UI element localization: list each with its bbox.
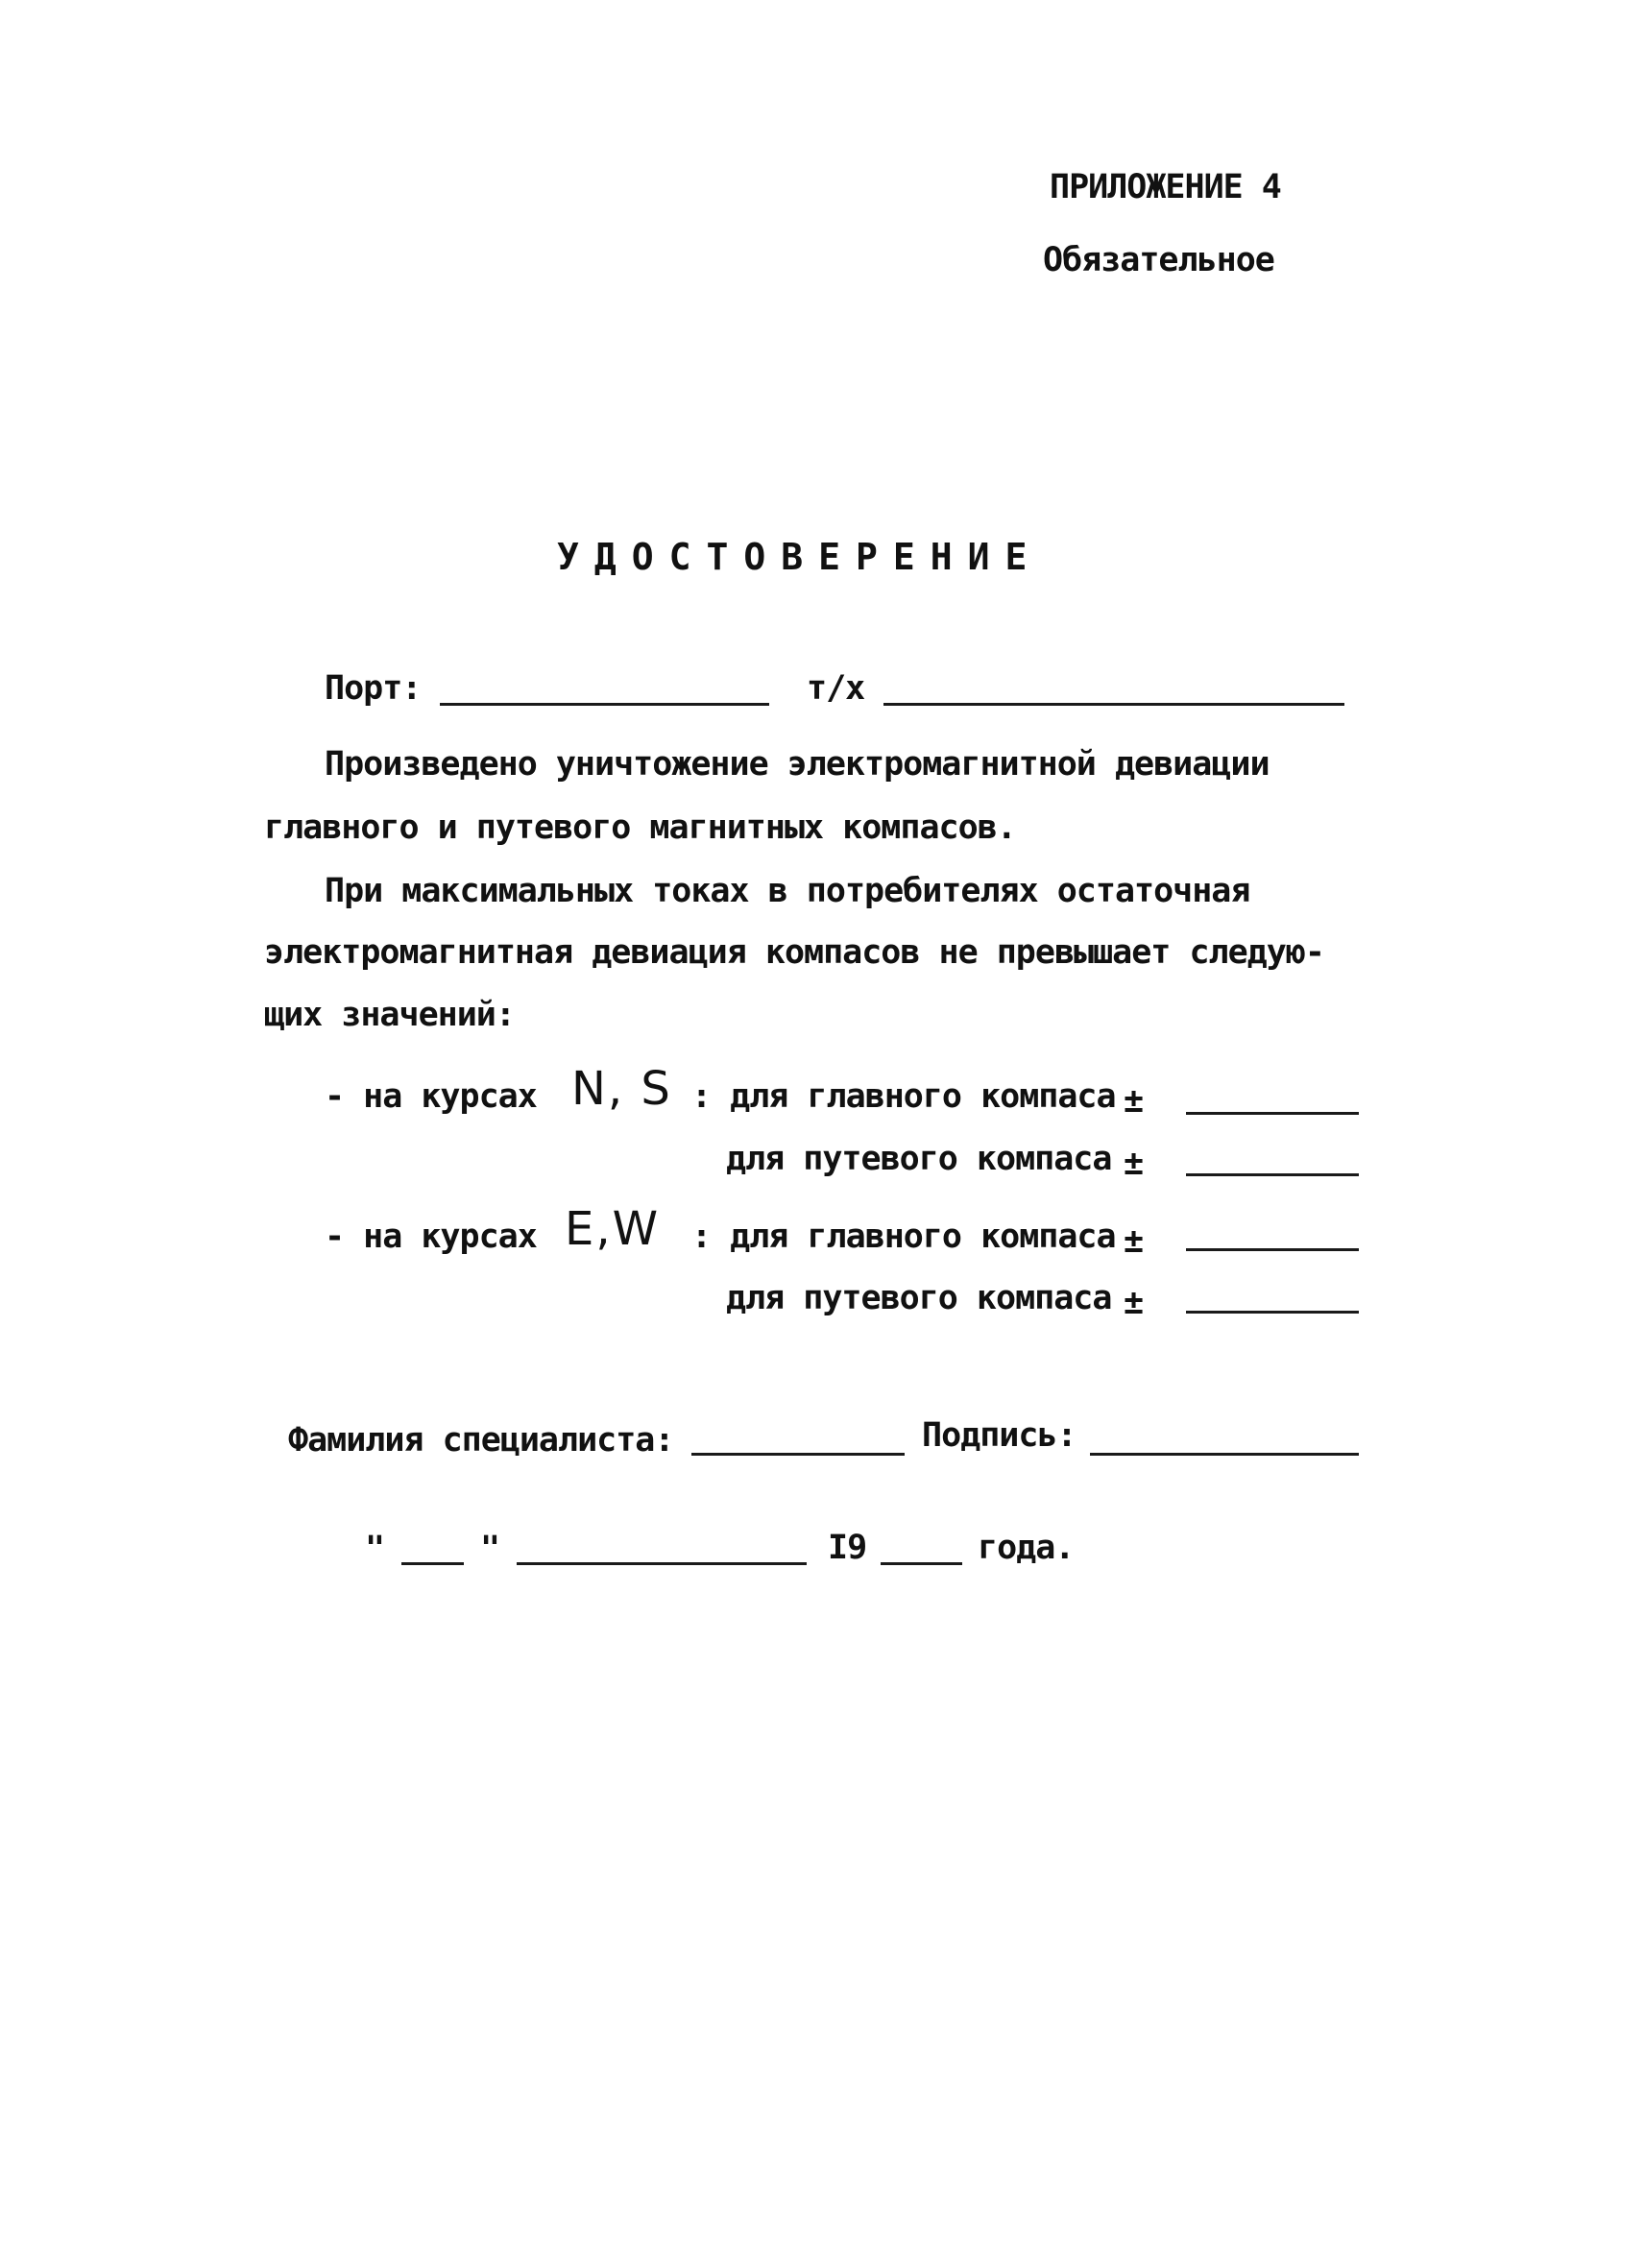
date-close-quote: " <box>480 1530 500 1568</box>
port-field[interactable] <box>440 703 769 706</box>
course-ns-track-compass-label: для путевого компаса <box>726 1140 1112 1178</box>
port-label: Порт: <box>325 669 422 708</box>
course-ns-directions: N, S <box>571 1062 672 1116</box>
appendix-label: ПРИЛОЖЕНИЕ 4 <box>1050 168 1281 206</box>
course-ns-main-field[interactable] <box>1186 1112 1359 1115</box>
course-ew-main-field[interactable] <box>1186 1248 1359 1251</box>
paragraph-1-line-1: Произведено уничтожение электромагнитной девиации <box>325 745 1270 784</box>
signature-label: Подпись: <box>922 1416 1077 1455</box>
year-field[interactable] <box>881 1562 962 1565</box>
ship-label: т/х <box>807 669 865 708</box>
surname-label: Фамилия специалиста: <box>288 1421 674 1460</box>
course-ns-dash-label: - на курсах <box>325 1077 537 1116</box>
year-prefix: I9 <box>828 1529 867 1567</box>
paragraph-1-line-2: главного и путевого магнитных компасов. <box>264 808 1016 847</box>
paragraph-2-line-2: электромагнитная девиация компасов не превышает следую- <box>264 933 1324 972</box>
course-ew-track-compass-label: для путевого компаса <box>726 1279 1112 1317</box>
year-suffix: года. <box>978 1529 1075 1567</box>
mandatory-label: Обязательное <box>1043 241 1274 279</box>
signature-field[interactable] <box>1090 1453 1359 1456</box>
course-ew-directions: E,W <box>565 1202 661 1256</box>
course-ew-track-pm: ± <box>1124 1284 1144 1322</box>
course-ew-track-field[interactable] <box>1186 1311 1359 1314</box>
course-ns-track-pm: ± <box>1124 1145 1144 1183</box>
course-ew-main-compass-label: : для главного компаса <box>691 1218 1116 1256</box>
course-ns-main-pm: ± <box>1124 1082 1144 1121</box>
date-open-quote: " <box>365 1530 385 1568</box>
day-field[interactable] <box>401 1562 464 1565</box>
surname-field[interactable] <box>691 1453 905 1456</box>
course-ns-main-compass-label: : для главного компаса <box>691 1077 1116 1116</box>
course-ew-dash-label: - на курсах <box>325 1218 537 1256</box>
paragraph-2-line-1: При максимальных токах в потребителях остаточная <box>325 872 1250 910</box>
month-field[interactable] <box>517 1562 807 1565</box>
course-ew-main-pm: ± <box>1124 1222 1144 1261</box>
paragraph-2-line-3: щих значений: <box>264 996 515 1034</box>
document-title: УДОСТОВЕРЕНИЕ <box>557 536 1043 578</box>
course-ns-track-field[interactable] <box>1186 1173 1359 1176</box>
ship-name-field[interactable] <box>883 703 1344 706</box>
